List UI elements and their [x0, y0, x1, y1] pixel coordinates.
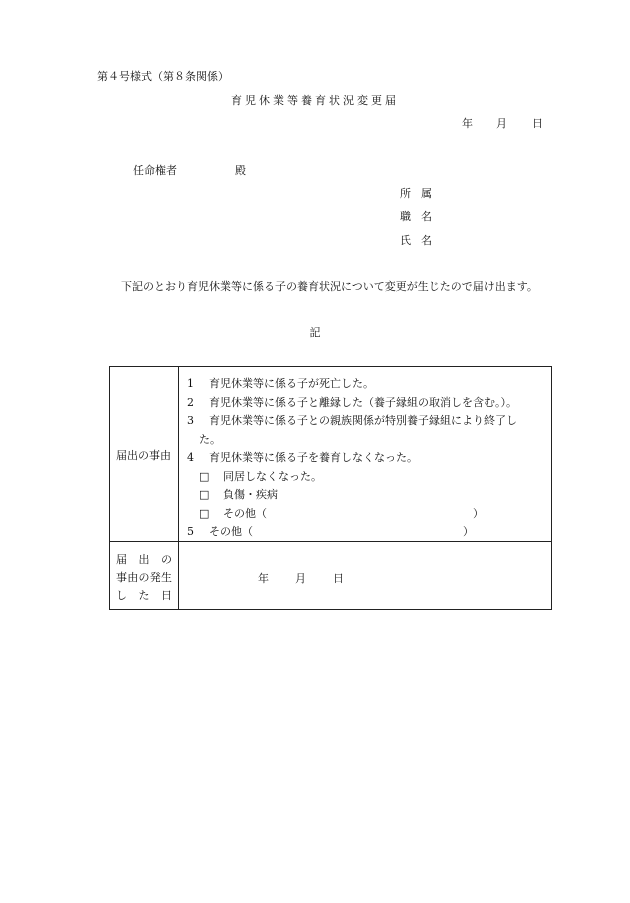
addressee-honorific: 殿 [235, 164, 246, 177]
date-occurred-label [116, 551, 172, 605]
occ-year: 年 [258, 572, 269, 585]
reason-num: 1 [187, 377, 194, 390]
signature-dept-label: 所属 [400, 187, 442, 200]
checkbox-icon[interactable]: □ [199, 506, 210, 520]
submission-date [462, 115, 543, 131]
reason-num: 4 [187, 451, 194, 464]
checkbox-icon[interactable]: □ [199, 469, 210, 483]
occ-day: 日 [333, 572, 344, 585]
date-day: 日 [532, 117, 543, 130]
reason-label-cell [110, 367, 179, 541]
signature-post-label: 職名 [400, 210, 442, 223]
reason-item-5 [187, 523, 517, 542]
checkbox-icon[interactable]: □ [199, 488, 210, 501]
reason-row [110, 367, 551, 542]
occurrence-date-row [110, 542, 551, 609]
reason-text: 育児休業等に係る子が死亡した。 [209, 377, 374, 390]
reason-item-1 [187, 375, 517, 394]
reason-item-3 [187, 412, 517, 431]
reason-text: 育児休業等に係る子と離縁した（養子縁組の取消しを含む。）。 [209, 395, 517, 409]
signature-name [400, 232, 442, 248]
document-title: 育児休業等養育状況変更届 [231, 94, 399, 107]
date-year: 年 [462, 117, 473, 130]
signature-post [400, 208, 442, 224]
statement-text: 下記のとおり育児休業等に係る子の養育状況について変更が生じたので届け出ます。 [121, 280, 538, 293]
sub-text: 同居しなくなった。 [223, 469, 322, 483]
reason-text: 育児休業等に係る子を養育しなくなった。 [209, 451, 418, 464]
date-label-line: 届出の [116, 553, 172, 566]
reason-num: 5 [187, 525, 194, 538]
signature-dept [400, 185, 442, 201]
reason-label: 届出の事由 [116, 449, 171, 462]
sub-text: 負傷・疾病 [223, 488, 278, 501]
date-label-cell [110, 542, 179, 609]
reason-item-3-cont: た。 [199, 432, 221, 446]
sub-other-close: ） [473, 506, 484, 520]
date-month: 月 [496, 117, 507, 130]
date-label-line: した日 [116, 589, 172, 602]
occ-month: 月 [295, 572, 306, 585]
reason-list [187, 375, 517, 542]
sub-item-cohabit [187, 468, 517, 487]
reason-item-2 [187, 394, 517, 413]
sub-text: その他（ [223, 506, 267, 520]
reason-num: 3 [187, 414, 194, 427]
reason-num: 2 [187, 395, 194, 409]
reason-text: その他（ [209, 525, 253, 538]
reason-item-4 [187, 449, 517, 468]
addressee-name: 任命権者 [133, 164, 177, 177]
form-number: 第４号様式（第８条関係） [97, 70, 229, 83]
details-table [109, 366, 552, 610]
reason-text: 育児休業等に係る子との親族関係が特別養子縁組により終了し [209, 414, 517, 427]
other-close: ） [463, 525, 474, 538]
signature-name-label: 氏名 [400, 234, 442, 247]
occurrence-date [258, 570, 344, 586]
date-label-line: 事由の発生 [116, 571, 172, 584]
addressee [133, 162, 246, 178]
sub-item-other [187, 505, 517, 524]
sub-item-injury [187, 486, 517, 505]
ki-heading: 記 [309, 326, 321, 339]
